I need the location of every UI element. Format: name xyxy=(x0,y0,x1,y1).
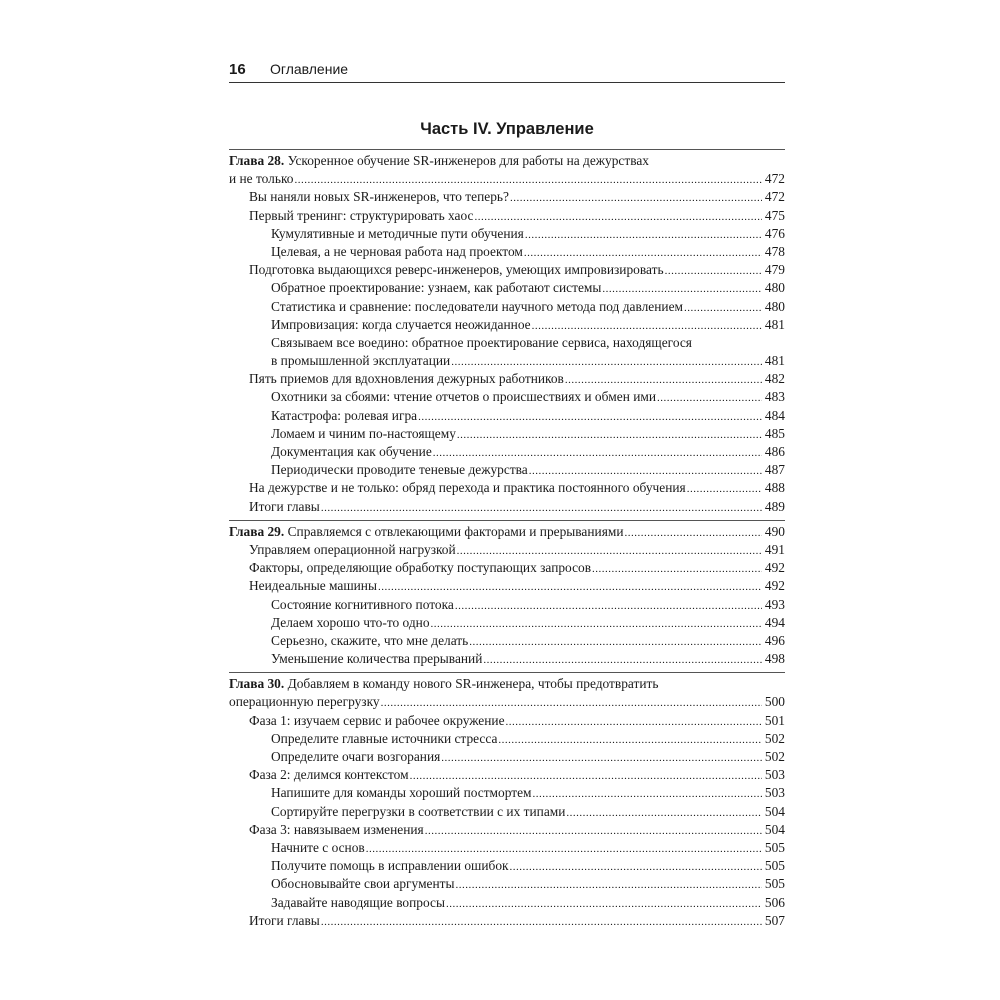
entry-title: Делаем хорошо что-то одно xyxy=(271,614,430,630)
page-ref: 500 xyxy=(764,694,785,710)
toc-entry[interactable] xyxy=(229,388,785,406)
page-ref: 503 xyxy=(764,767,785,783)
page-ref: 488 xyxy=(764,480,785,496)
toc-entry[interactable] xyxy=(229,839,785,857)
leader-dots xyxy=(431,614,762,633)
page-ref: 491 xyxy=(764,541,785,557)
toc-entry[interactable] xyxy=(229,577,785,595)
leader-dots xyxy=(446,894,762,913)
toc-entry[interactable] xyxy=(229,425,785,443)
entry-title: Ломаем и чиним по-настоящему xyxy=(271,425,456,441)
toc-entry[interactable] xyxy=(229,316,785,334)
leader-dots xyxy=(381,693,762,712)
chapter-title-text: Добавляем в команду нового SR-инженера, чтобы предотвратить xyxy=(287,676,659,692)
toc-entry[interactable] xyxy=(229,207,785,225)
toc-entry[interactable] xyxy=(229,857,785,875)
page-ref: 479 xyxy=(764,262,785,278)
leader-dots xyxy=(525,225,762,244)
leader-dots xyxy=(524,243,762,262)
chapter-rule xyxy=(229,520,785,521)
table-of-contents xyxy=(229,149,785,934)
toc-entry[interactable] xyxy=(229,188,785,206)
leader-dots xyxy=(533,784,762,803)
entry-title: Фаза 3: навязываем изменения xyxy=(249,821,424,837)
entry-title: Получите помощь в исправлении ошибок xyxy=(271,858,509,874)
page-ref: 475 xyxy=(764,207,785,223)
chapter-28 xyxy=(229,149,785,516)
leader-dots xyxy=(441,748,762,767)
entry-title: Первый тренинг: структурировать хаос xyxy=(249,207,474,223)
leader-dots xyxy=(455,596,762,615)
toc-entry[interactable] xyxy=(229,479,785,497)
leader-dots xyxy=(566,803,762,822)
entry-title: Связываем все воедино: обратное проектирование сервиса, находящегося xyxy=(271,334,692,350)
page-ref: 480 xyxy=(764,280,785,296)
page-number: 16 xyxy=(229,61,246,78)
page-ref: 487 xyxy=(764,462,785,478)
page-ref: 472 xyxy=(764,171,785,187)
running-head-title: Оглавление xyxy=(270,61,349,77)
toc-entry[interactable] xyxy=(229,614,785,632)
page-ref: 503 xyxy=(764,785,785,801)
page-ref: 482 xyxy=(764,371,785,387)
chapter-30-title-line2[interactable] xyxy=(229,693,785,711)
entry-title: Обратное проектирование: узнаем, как работают системы xyxy=(271,280,602,296)
toc-entry[interactable] xyxy=(229,748,785,766)
entry-title: Управляем операционной нагрузкой xyxy=(249,541,456,557)
toc-entry[interactable] xyxy=(229,596,785,614)
chapter-title-text: Ускоренное обучение SR-инженеров для работы на дежурствах xyxy=(287,153,650,168)
page-ref: 481 xyxy=(764,353,785,369)
page-ref: 486 xyxy=(764,444,785,459)
entry-title: в промышленной эксплуатации xyxy=(271,353,451,369)
chapter-label: Глава 28. xyxy=(229,153,285,168)
page-ref: 505 xyxy=(764,876,785,892)
toc-entry[interactable] xyxy=(229,712,785,730)
entry-title: Документация как обучение xyxy=(271,444,432,459)
entry-title: Фаза 2: делимся контекстом xyxy=(249,767,409,783)
entry-title: Неидеальные машины xyxy=(249,578,377,594)
leader-dots xyxy=(418,407,762,426)
toc-entry[interactable] xyxy=(229,443,785,461)
toc-entry[interactable] xyxy=(229,784,785,802)
leader-dots xyxy=(321,912,762,931)
chapter-29-title[interactable] xyxy=(229,523,785,541)
page-ref: 484 xyxy=(764,407,785,423)
page-ref: 504 xyxy=(764,821,785,837)
toc-entry[interactable] xyxy=(229,498,785,516)
entry-title: На дежурстве и не только: обряд перехода и практика постоянного обучения xyxy=(249,480,686,496)
toc-entry[interactable] xyxy=(229,875,785,893)
leader-dots xyxy=(625,523,762,542)
leader-dots xyxy=(529,461,762,480)
page-ref: 501 xyxy=(764,712,785,728)
chapter-title-text: Справляемся с отвлекающими факторами и прерываниями xyxy=(287,523,624,539)
toc-entry[interactable] xyxy=(229,298,785,316)
page-ref: 483 xyxy=(764,389,785,405)
leader-dots xyxy=(665,261,762,280)
page-ref: 493 xyxy=(764,596,785,612)
leader-dots xyxy=(425,821,762,840)
leader-dots xyxy=(457,541,762,560)
entry-title: Напишите для команды хороший постмортем xyxy=(271,785,532,801)
chapter-rule xyxy=(229,672,785,673)
leader-dots xyxy=(498,730,762,749)
toc-entry[interactable] xyxy=(229,461,785,479)
entry-title: Охотники за сбоями: чтение отчетов о происшествиях и обмен ими xyxy=(271,389,657,405)
chapter-30 xyxy=(229,672,785,930)
page-ref: 492 xyxy=(764,578,785,594)
leader-dots xyxy=(483,650,762,669)
page-ref: 505 xyxy=(764,858,785,874)
toc-entry[interactable] xyxy=(229,912,785,930)
chapter-label: Глава 30. xyxy=(229,676,285,692)
leader-dots xyxy=(510,857,762,876)
entry-title: Периодически проводите теневые дежурства xyxy=(271,462,528,478)
header-rule xyxy=(229,82,785,83)
toc-entry[interactable] xyxy=(229,279,785,297)
entry-title: Целевая, а не черновая работа над проектом xyxy=(271,243,523,259)
entry-title: Уменьшение количества прерываний xyxy=(271,651,483,667)
toc-entry[interactable] xyxy=(229,632,785,650)
chapter-title-text: и не только xyxy=(229,171,294,187)
entry-title: Кумулятивные и методичные пути обучения xyxy=(271,225,524,241)
toc-entry[interactable] xyxy=(229,559,785,577)
leader-dots xyxy=(457,425,762,444)
chapter-title-text: операционную перегрузку xyxy=(229,694,380,710)
entry-title: Вы наняли новых SR-инженеров, что теперь? xyxy=(249,189,509,205)
page-ref: 480 xyxy=(764,298,785,314)
chapter-28-title-line2[interactable] xyxy=(229,170,785,188)
entry-title: Итоги главы xyxy=(249,912,320,928)
leader-dots xyxy=(532,316,762,335)
page-ref: 496 xyxy=(764,632,785,648)
leader-dots xyxy=(657,388,762,407)
leader-dots xyxy=(433,443,762,462)
leader-dots xyxy=(469,632,762,651)
toc-entry[interactable] xyxy=(229,225,785,243)
toc-entry[interactable] xyxy=(229,766,785,784)
toc-entry[interactable] xyxy=(229,352,785,370)
entry-title: Катастрофа: ролевая игра xyxy=(271,407,418,423)
entry-title: Итоги главы xyxy=(249,498,320,514)
page-ref: 472 xyxy=(764,189,785,205)
leader-dots xyxy=(410,766,762,785)
page-ref: 485 xyxy=(764,425,785,441)
entry-title: Статистика и сравнение: последователи научного метода под давлением xyxy=(271,298,683,314)
toc-entry[interactable] xyxy=(229,541,785,559)
page-ref: 494 xyxy=(764,614,785,630)
leader-dots xyxy=(687,479,762,498)
entry-title: Импровизация: когда случается неожиданное xyxy=(271,316,531,332)
page-ref: 502 xyxy=(764,730,785,746)
entry-title: Определите очаги возгорания xyxy=(271,749,441,764)
entry-title: Состояние когнитивного потока xyxy=(271,596,454,612)
entry-title: Серьезно, скажите, что мне делать xyxy=(271,632,469,648)
entry-title: Начните с основ xyxy=(271,839,365,855)
entry-title: Обосновывайте свои аргументы xyxy=(271,876,455,892)
entry-title: Задавайте наводящие вопросы xyxy=(271,894,445,910)
page-ref: 489 xyxy=(764,498,785,514)
toc-entry[interactable] xyxy=(229,730,785,748)
entry-title: Фаза 1: изучаем сервис и рабочее окружение xyxy=(249,712,505,728)
chapter-rule xyxy=(229,149,785,150)
page-ref: 505 xyxy=(764,839,785,855)
page-ref: 476 xyxy=(764,225,785,241)
toc-entry[interactable] xyxy=(229,803,785,821)
page-ref: 498 xyxy=(764,651,785,667)
leader-dots xyxy=(506,712,762,731)
toc-entry[interactable] xyxy=(229,821,785,839)
toc-entry[interactable] xyxy=(229,650,785,668)
entry-title: Подготовка выдающихся реверс-инженеров, умеющих импровизировать xyxy=(249,262,664,278)
leader-dots xyxy=(294,170,762,189)
toc-entry-line1[interactable] xyxy=(229,334,785,352)
entry-title: Факторы, определяющие обработку поступающих запросов xyxy=(249,560,592,576)
leader-dots xyxy=(378,577,762,596)
entry-title: Сортируйте перегрузки в соответствии с их типами xyxy=(271,803,566,819)
leader-dots xyxy=(321,498,762,517)
toc-entry[interactable] xyxy=(229,407,785,425)
leader-dots xyxy=(474,207,762,226)
leader-dots xyxy=(684,298,762,317)
part-title: Часть IV. Управление xyxy=(420,120,594,138)
leader-dots xyxy=(565,370,762,389)
page-ref: 504 xyxy=(764,803,785,819)
leader-dots xyxy=(602,279,762,298)
leader-dots xyxy=(592,559,762,578)
leader-dots xyxy=(451,352,762,371)
page-ref: 492 xyxy=(764,560,785,576)
leader-dots xyxy=(456,875,763,894)
chapter-28-title-line1[interactable] xyxy=(229,152,785,170)
toc-entry[interactable] xyxy=(229,261,785,279)
chapter-30-title-line1[interactable] xyxy=(229,675,785,693)
page-ref: 506 xyxy=(764,894,785,910)
chapter-title xyxy=(229,523,624,541)
page-ref: 478 xyxy=(764,243,785,259)
leader-dots xyxy=(366,839,762,858)
toc-entry[interactable] xyxy=(229,243,785,261)
toc-entry[interactable] xyxy=(229,370,785,388)
chapter-29 xyxy=(229,520,785,669)
leader-dots xyxy=(510,188,762,207)
entry-title: Определите главные источники стресса xyxy=(271,730,498,746)
page-ref: 502 xyxy=(764,749,785,764)
page-ref: 507 xyxy=(764,912,785,928)
page-ref: 481 xyxy=(764,316,785,332)
toc-entry[interactable] xyxy=(229,894,785,912)
entry-title: Пять приемов для вдохновления дежурных работников xyxy=(249,371,564,387)
page-ref: 490 xyxy=(764,523,785,539)
chapter-label: Глава 29. xyxy=(229,523,285,539)
running-head xyxy=(229,58,785,80)
